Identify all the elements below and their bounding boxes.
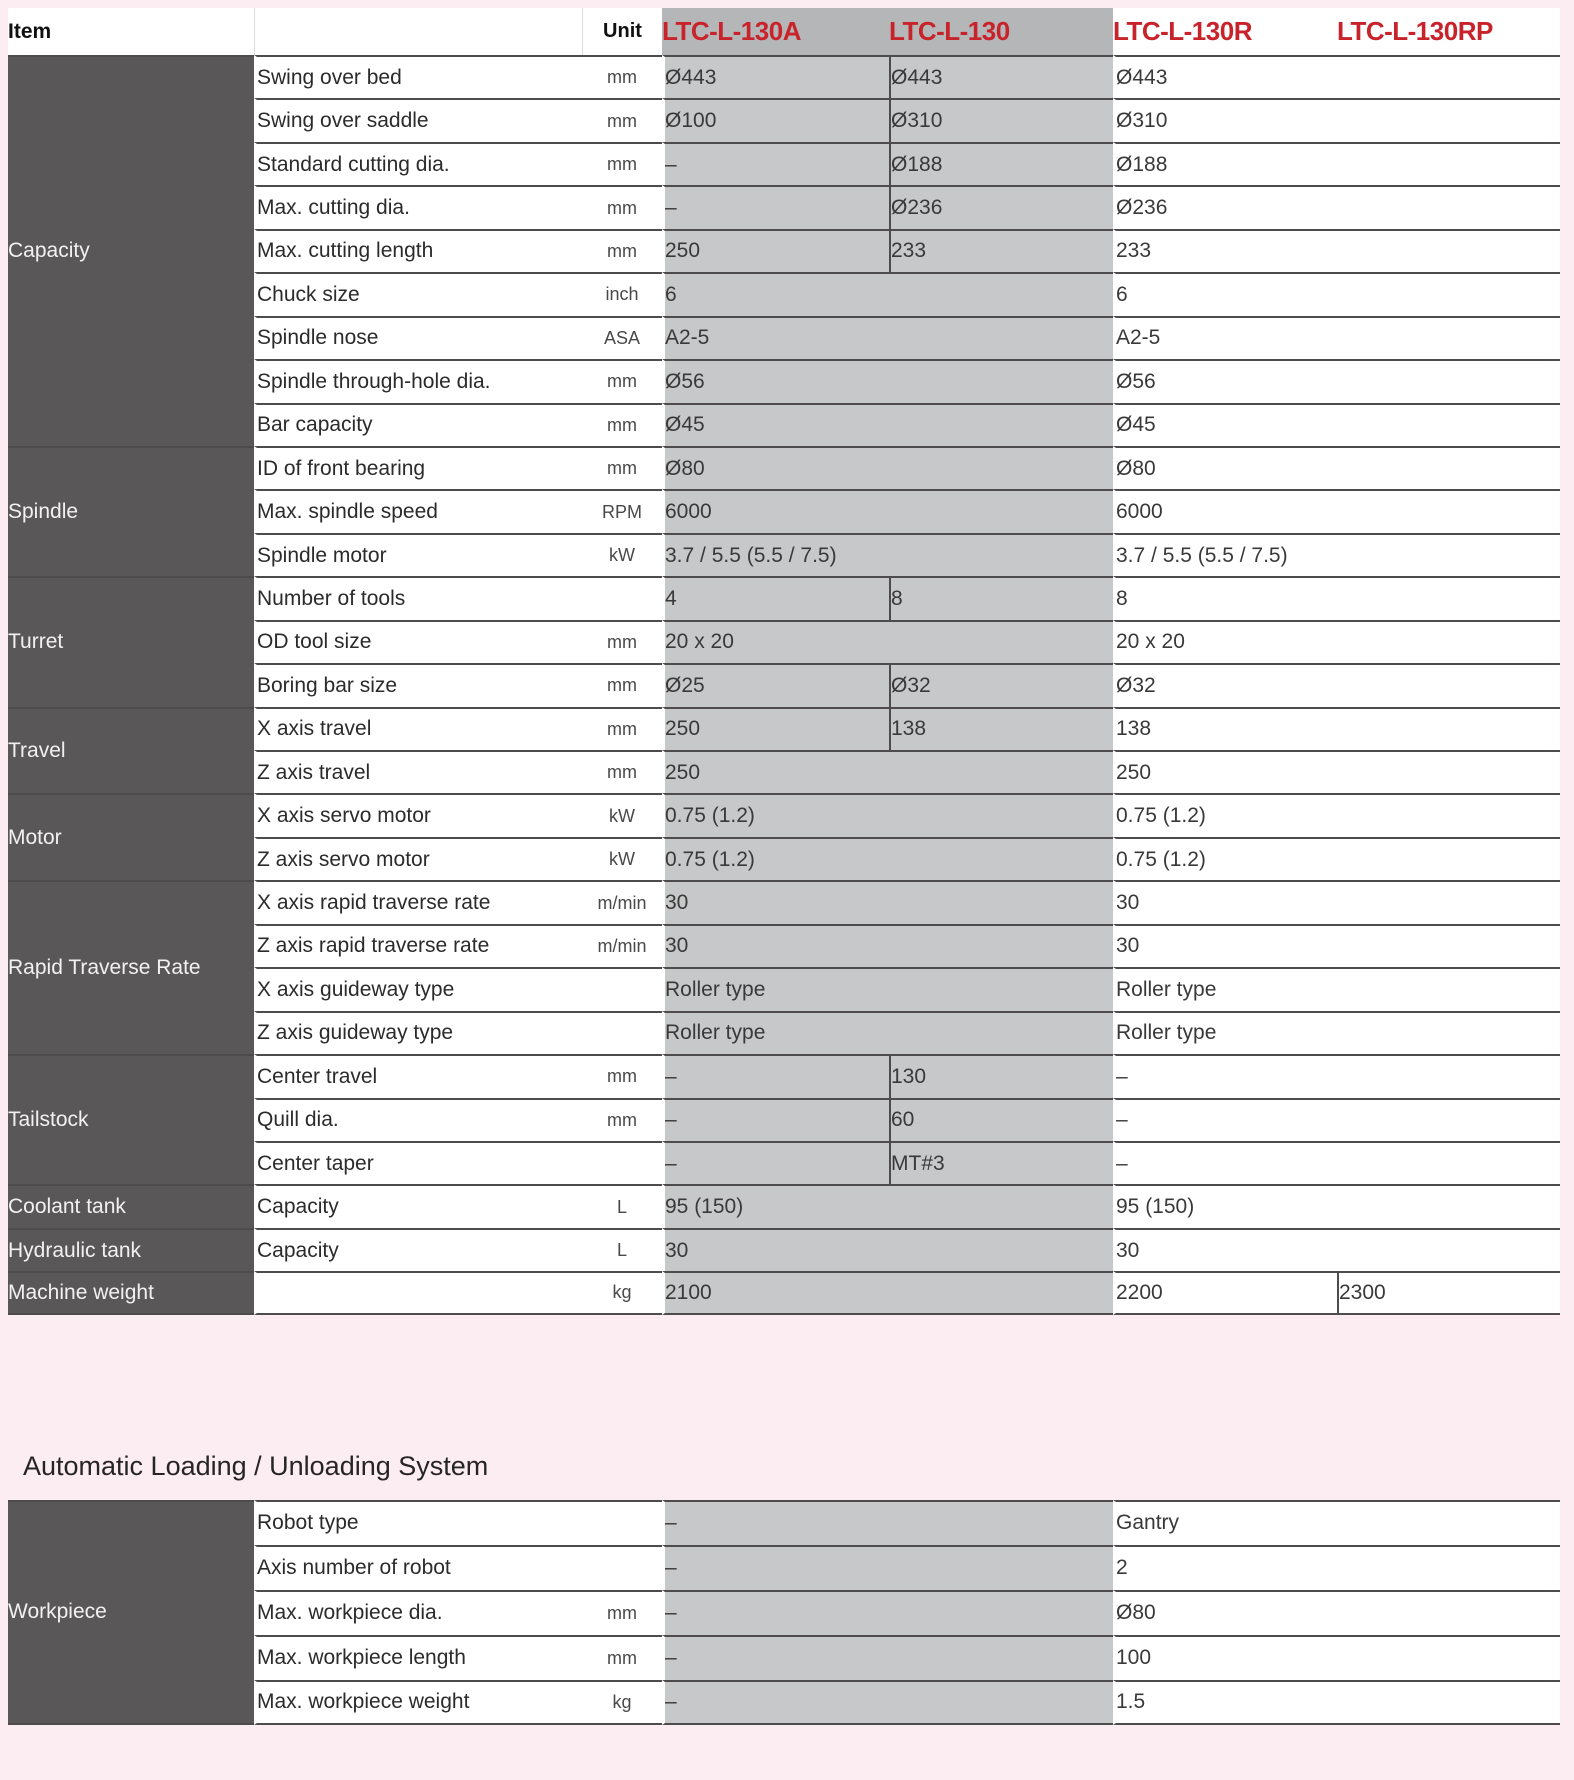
- spec-label: Max. cutting length: [254, 229, 582, 272]
- unit-cell: [582, 576, 662, 619]
- spec-row: [8, 793, 1560, 836]
- category-cell: Workpiece: [8, 1500, 254, 1725]
- spec-row: [8, 1184, 1560, 1227]
- value-cell: 8: [889, 576, 1113, 619]
- spec-label: Swing over saddle: [254, 98, 582, 141]
- unit-cell: kW: [582, 533, 662, 576]
- spec-label: X axis servo motor: [254, 793, 582, 836]
- value-cell: 20 x 20: [1113, 620, 1560, 663]
- value-cell: 30: [662, 924, 1113, 967]
- spec-label: X axis travel: [254, 707, 582, 750]
- column-header-item: Item: [8, 8, 254, 55]
- value-cell: 8: [1113, 576, 1560, 619]
- spec-row: [8, 1054, 1560, 1097]
- category-cell: Rapid Traverse Rate: [8, 880, 254, 1054]
- spec-label: Axis number of robot: [254, 1545, 582, 1590]
- value-cell: 6: [1113, 272, 1560, 315]
- unit-cell: kW: [582, 793, 662, 836]
- value-cell: 30: [1113, 880, 1560, 923]
- value-cell: Ø443: [889, 55, 1113, 98]
- unit-cell: mm: [582, 185, 662, 228]
- unit-cell: mm: [582, 229, 662, 272]
- value-cell: –: [662, 185, 889, 228]
- value-cell: 0.75 (1.2): [1113, 793, 1560, 836]
- spec-label: Z axis travel: [254, 750, 582, 793]
- value-cell: –: [1113, 1141, 1560, 1184]
- unit-cell: mm: [582, 750, 662, 793]
- unit-cell: [582, 1141, 662, 1184]
- spec-label: ID of front bearing: [254, 446, 582, 489]
- spec-label: Standard cutting dia.: [254, 142, 582, 185]
- value-cell: Ø45: [662, 403, 1113, 446]
- unit-cell: mm: [582, 620, 662, 663]
- unit-cell: mm: [582, 1098, 662, 1141]
- unit-cell: mm: [582, 1590, 662, 1635]
- unit-cell: mm: [582, 707, 662, 750]
- unit-cell: mm: [582, 98, 662, 141]
- value-cell: –: [662, 1680, 1113, 1725]
- spec-label: Z axis guideway type: [254, 1011, 582, 1054]
- spec-label: Max. cutting dia.: [254, 185, 582, 228]
- spec-label: OD tool size: [254, 620, 582, 663]
- value-cell: Ø443: [662, 55, 889, 98]
- value-cell: 0.75 (1.2): [662, 793, 1113, 836]
- value-cell: 250: [662, 229, 889, 272]
- value-cell: –: [662, 1635, 1113, 1680]
- spec-label: Quill dia.: [254, 1098, 582, 1141]
- value-cell: Ø188: [889, 142, 1113, 185]
- spec-label: Spindle motor: [254, 533, 582, 576]
- unit-cell: m/min: [582, 924, 662, 967]
- value-cell: Ø188: [1113, 142, 1560, 185]
- value-cell: A2-5: [1113, 316, 1560, 359]
- spec-row: [8, 55, 1560, 98]
- spec-label: X axis rapid traverse rate: [254, 880, 582, 923]
- spec-label: Max. workpiece length: [254, 1635, 582, 1680]
- spec-label: Bar capacity: [254, 403, 582, 446]
- spec-label: Chuck size: [254, 272, 582, 315]
- spec-label: Spindle nose: [254, 316, 582, 359]
- spec-row: [8, 1500, 1560, 1545]
- value-cell: MT#3: [889, 1141, 1113, 1184]
- unit-cell: inch: [582, 272, 662, 315]
- unit-cell: mm: [582, 1054, 662, 1097]
- category-cell: Capacity: [8, 55, 254, 446]
- unit-cell: mm: [582, 359, 662, 402]
- value-cell: 250: [662, 750, 1113, 793]
- spec-label: Z axis servo motor: [254, 837, 582, 880]
- value-cell: 60: [889, 1098, 1113, 1141]
- unit-cell: kW: [582, 837, 662, 880]
- unit-cell: [582, 1500, 662, 1545]
- value-cell: Ø80: [662, 446, 1113, 489]
- value-cell: A2-5: [662, 316, 1113, 359]
- value-cell: 130: [889, 1054, 1113, 1097]
- spec-label: Max. spindle speed: [254, 489, 582, 532]
- value-cell: 20 x 20: [662, 620, 1113, 663]
- value-cell: 95 (150): [1113, 1184, 1560, 1227]
- column-header-model: LTC-L-130R: [1113, 8, 1337, 55]
- value-cell: 30: [662, 1228, 1113, 1271]
- value-cell: Gantry: [1113, 1500, 1560, 1545]
- value-cell: Roller type: [662, 967, 1113, 1010]
- value-cell: 30: [1113, 924, 1560, 967]
- spec-label: Max. workpiece dia.: [254, 1590, 582, 1635]
- spec-label: Boring bar size: [254, 663, 582, 706]
- category-cell: Spindle: [8, 446, 254, 576]
- auto-loading-table: [8, 1500, 1560, 1725]
- value-cell: 2: [1113, 1545, 1560, 1590]
- value-cell: 0.75 (1.2): [662, 837, 1113, 880]
- spec-row: [8, 1271, 1560, 1314]
- unit-cell: mm: [582, 142, 662, 185]
- category-cell: Turret: [8, 576, 254, 706]
- value-cell: –: [662, 1590, 1113, 1635]
- value-cell: Roller type: [662, 1011, 1113, 1054]
- value-cell: 2100: [662, 1271, 1113, 1314]
- spec-label: Number of tools: [254, 576, 582, 619]
- value-cell: –: [662, 142, 889, 185]
- category-cell: Motor: [8, 793, 254, 880]
- value-cell: 6000: [1113, 489, 1560, 532]
- value-cell: –: [662, 1545, 1113, 1590]
- spec-row: [8, 576, 1560, 619]
- machine-spec-table: [8, 8, 1560, 1315]
- unit-cell: kg: [582, 1680, 662, 1725]
- category-cell: Machine weight: [8, 1271, 254, 1314]
- spec-label: Center travel: [254, 1054, 582, 1097]
- column-header-model: LTC-L-130RP: [1337, 8, 1560, 55]
- column-header-unit: Unit: [582, 8, 662, 55]
- value-cell: 100: [1113, 1635, 1560, 1680]
- value-cell: –: [662, 1500, 1113, 1545]
- unit-cell: kg: [582, 1271, 662, 1314]
- spec-header-row: [8, 8, 1560, 55]
- spec-label: Capacity: [254, 1184, 582, 1227]
- category-cell: Hydraulic tank: [8, 1228, 254, 1271]
- column-header-blank: [254, 8, 582, 55]
- value-cell: 250: [662, 707, 889, 750]
- spec-label: Capacity: [254, 1228, 582, 1271]
- value-cell: Roller type: [1113, 967, 1560, 1010]
- value-cell: Ø25: [662, 663, 889, 706]
- value-cell: 2200: [1113, 1271, 1337, 1314]
- value-cell: Ø32: [889, 663, 1113, 706]
- category-cell: Tailstock: [8, 1054, 254, 1184]
- spec-row: [8, 880, 1560, 923]
- value-cell: Ø236: [1113, 185, 1560, 228]
- value-cell: –: [662, 1054, 889, 1097]
- value-cell: –: [662, 1141, 889, 1184]
- unit-cell: L: [582, 1228, 662, 1271]
- value-cell: –: [662, 1098, 889, 1141]
- spec-label: Z axis rapid traverse rate: [254, 924, 582, 967]
- value-cell: 6: [662, 272, 1113, 315]
- value-cell: 3.7 / 5.5 (5.5 / 7.5): [1113, 533, 1560, 576]
- value-cell: Ø310: [889, 98, 1113, 141]
- unit-cell: mm: [582, 663, 662, 706]
- column-header-model: LTC-L-130: [889, 8, 1113, 55]
- unit-cell: mm: [582, 55, 662, 98]
- value-cell: Ø236: [889, 185, 1113, 228]
- value-cell: –: [1113, 1098, 1560, 1141]
- unit-cell: [582, 1011, 662, 1054]
- value-cell: 2300: [1337, 1271, 1560, 1314]
- unit-cell: ASA: [582, 316, 662, 359]
- value-cell: Ø45: [1113, 403, 1560, 446]
- unit-cell: RPM: [582, 489, 662, 532]
- unit-cell: L: [582, 1184, 662, 1227]
- value-cell: Ø56: [1113, 359, 1560, 402]
- value-cell: 95 (150): [662, 1184, 1113, 1227]
- unit-cell: [582, 967, 662, 1010]
- value-cell: Ø80: [1113, 1590, 1560, 1635]
- unit-cell: mm: [582, 446, 662, 489]
- spec-label: Spindle through-hole dia.: [254, 359, 582, 402]
- spec-label: Max. workpiece weight: [254, 1680, 582, 1725]
- value-cell: –: [1113, 1054, 1560, 1097]
- value-cell: Roller type: [1113, 1011, 1560, 1054]
- spec-row: [8, 707, 1560, 750]
- value-cell: 138: [889, 707, 1113, 750]
- value-cell: Ø100: [662, 98, 889, 141]
- spec-label: Center taper: [254, 1141, 582, 1184]
- value-cell: Ø80: [1113, 446, 1560, 489]
- value-cell: Ø310: [1113, 98, 1560, 141]
- value-cell: 30: [662, 880, 1113, 923]
- value-cell: 6000: [662, 489, 1113, 532]
- unit-cell: m/min: [582, 880, 662, 923]
- value-cell: 233: [1113, 229, 1560, 272]
- value-cell: 1.5: [1113, 1680, 1560, 1725]
- value-cell: 4: [662, 576, 889, 619]
- value-cell: 233: [889, 229, 1113, 272]
- value-cell: Ø443: [1113, 55, 1560, 98]
- value-cell: Ø56: [662, 359, 1113, 402]
- value-cell: 250: [1113, 750, 1560, 793]
- value-cell: 0.75 (1.2): [1113, 837, 1560, 880]
- category-cell: Travel: [8, 707, 254, 794]
- unit-cell: mm: [582, 403, 662, 446]
- value-cell: Ø32: [1113, 663, 1560, 706]
- spec-label: Robot type: [254, 1500, 582, 1545]
- column-header-model: LTC-L-130A: [662, 8, 889, 55]
- spec-label: Swing over bed: [254, 55, 582, 98]
- value-cell: 138: [1113, 707, 1560, 750]
- spec-label: X axis guideway type: [254, 967, 582, 1010]
- spec-row: [8, 1228, 1560, 1271]
- unit-cell: mm: [582, 1635, 662, 1680]
- spec-row: [8, 446, 1560, 489]
- unit-cell: [582, 1545, 662, 1590]
- spec-label: [254, 1271, 582, 1314]
- value-cell: 3.7 / 5.5 (5.5 / 7.5): [662, 533, 1113, 576]
- value-cell: 30: [1113, 1228, 1560, 1271]
- section-title: Automatic Loading / Unloading System: [23, 1450, 489, 1481]
- category-cell: Coolant tank: [8, 1184, 254, 1227]
